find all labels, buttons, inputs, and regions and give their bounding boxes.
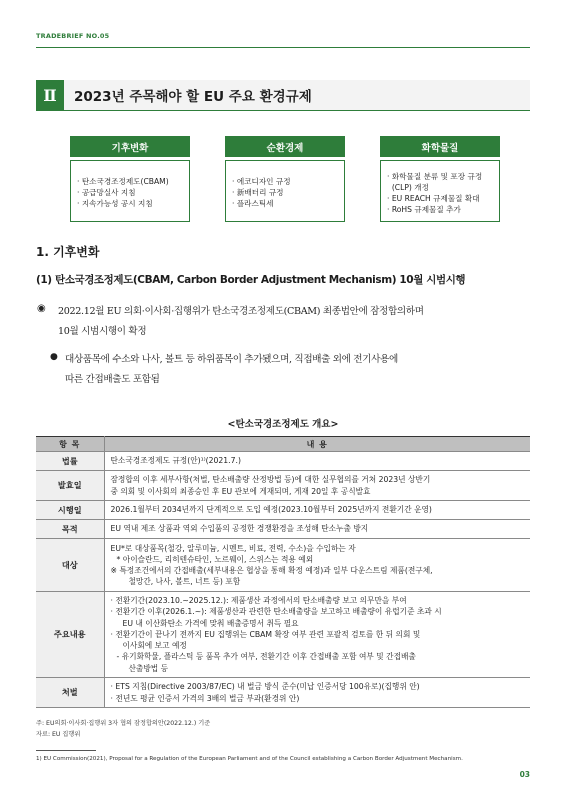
heading-level-2: (1) 탄소국경조정제도(CBAM, Carbon Border Adjustment Mechanism) 10월 시범시행 (36, 274, 466, 286)
content-line: · ETS 지침(Directive 2003/87/EC) 내 벌금 방식 준수(미납 인증서당 100유로)(집행위 안) (110, 682, 420, 692)
footnote: 1) EU Commission(2021), Proposal for a Regulation of the European Parliament and of the Council establishing a Carbon Border Adjustment Mechanism. (36, 756, 463, 762)
paragraph-scope-expansion (65, 350, 530, 390)
category-item: · 공급망실사 지침 (77, 188, 136, 197)
page-number: 03 (519, 770, 530, 779)
row-content (104, 501, 530, 520)
category-item: · EU REACH 규제물질 확대 (387, 193, 480, 203)
row-item: 주요내용 (36, 592, 104, 678)
table-row (36, 452, 530, 471)
content-line: 잠정합의 이후 세부사항(처벌, 탄소배출량 산정방법 등)에 대한 실무협의를 거쳐 2023년 상반기 (110, 475, 431, 485)
section-header (36, 80, 530, 111)
category-title: 기후변화 (70, 136, 190, 157)
section-number: Ⅱ (36, 80, 64, 110)
table-title: <탄소국경조정제도 개요> (227, 419, 339, 430)
row-item: 처벌 (36, 678, 104, 708)
row-item: 시행일 (36, 501, 104, 520)
table-source: 자료: EU 집행위 (36, 731, 81, 738)
category-item: (CLP) 개정 (387, 182, 429, 192)
row-item: 대상 (36, 539, 104, 592)
category-item: · 에코디자인 규정 (232, 177, 291, 186)
header-divider (36, 47, 530, 48)
content-line: 산출방법 등 (128, 663, 169, 673)
table-row (36, 592, 530, 678)
column-header-content: 내 용 (104, 437, 530, 452)
circle-bullet-icon: ◉ (37, 303, 46, 314)
content-line: · 전환기간 이후(2026.1.~): 제품생산과 관련한 탄소배출량을 보고하고 배출량이 유럽기준 초과 시 (110, 607, 442, 617)
table-row (36, 678, 530, 708)
content-line: ※ 특정조건에서의 간접배출(세부내용은 협상을 통해 확정 예정)과 일부 다운스트림 제품(전구체, (110, 566, 433, 575)
paragraph-line: 대상품목에 수소와 나사, 볼트 등 하위품목이 추가됐으며, 직접배출 외에 전기사용에 (65, 354, 398, 365)
category-item: · RoHS 규제물질 추가 (387, 204, 461, 214)
category-box-climate (70, 136, 190, 222)
row-item: 목적 (36, 520, 104, 539)
category-boxes (70, 136, 500, 222)
footnote-divider (36, 750, 96, 751)
category-title: 순환경제 (225, 136, 345, 157)
row-content (104, 678, 530, 708)
paragraph-line: 10월 시범시행이 확정 (58, 326, 147, 337)
category-list (70, 160, 190, 222)
table-header-row (36, 437, 530, 452)
row-content (104, 520, 530, 539)
table-note: 주: EU의회·이사회·집행위 3자 협의 잠정합의안(2022.12.) 기준 (36, 720, 211, 727)
category-item: · 플라스틱세 (232, 199, 274, 208)
content-line: * 아이슬란드, 리히텐슈타인, 노르웨이, 스위스는 적용 예외 (116, 554, 314, 564)
paragraph-cbam-agreement (58, 302, 530, 342)
category-box-chemical (380, 136, 500, 222)
dot-bullet-icon: ● (50, 352, 58, 362)
paragraph-line: 따른 간접배출도 포함됨 (65, 374, 160, 385)
content-line: EU 내 이산화탄소 가격에 맞춰 배출증명서 취득 필요 (122, 618, 299, 628)
content-line: · 전환기간(2023.10.~2025.12.): 제품생산 과정에서의 탄소배출량 보고 의무만을 부여 (110, 596, 407, 606)
content-line: 탄소국경조정제도 규정(안)¹⁾(2021.7.) (110, 456, 241, 466)
content-line: 이사회에 보고 예정 (122, 641, 187, 651)
row-item: 발효일 (36, 471, 104, 501)
content-line: 2026.1월부터 2034년까지 단계적으로 도입 예정(2023.10월부터 2025년까지 전환기간 운영) (110, 505, 432, 515)
column-header-item: 항 목 (36, 437, 104, 452)
table-row (36, 501, 530, 520)
category-item: · 화학물질 분류 및 포장 규정 (387, 171, 483, 181)
table-row (36, 539, 530, 592)
section-title: 2023년 주목해야 할 EU 주요 환경규제 (74, 89, 312, 105)
row-content (104, 539, 530, 592)
category-list (225, 160, 345, 222)
content-line: - 유기화학물, 플라스틱 등 품목 추가 여부, 전환기간 이후 간접배출 포함 여부 및 간접배출 (116, 652, 416, 662)
table-row (36, 520, 530, 539)
row-item: 법률 (36, 452, 104, 471)
table-row (36, 471, 530, 501)
content-line: · 전년도 평균 인증서 가격의 3배의 벌금 부과(환경위 안) (110, 693, 300, 703)
content-line: EU*로 대상품목(철강, 알루미늄, 시멘트, 비료, 전력, 수소)을 수입하는 자 (110, 543, 356, 553)
paragraph-line: 2022.12월 EU 의회·이사회·집행위가 탄소국경조정제도(CBAM) 최종법안에 잠정합의하며 (58, 306, 424, 317)
heading-level-1: 1. 기후변화 (36, 245, 100, 259)
content-line: · 전환기간이 끝나기 전까지 EU 집행위는 CBAM 확장 여부 관련 포괄적 검토를 한 뒤 의회 및 (110, 629, 421, 639)
category-title: 화학물질 (380, 136, 500, 157)
row-content (104, 471, 530, 501)
publication-tag: TRADEBRIEF NO.05 (36, 32, 110, 40)
category-list (380, 160, 500, 222)
content-line: 철망간, 나사, 볼트, 너트 등) 포함 (128, 577, 241, 587)
category-item: · 지속가능성 공시 지침 (77, 199, 153, 208)
row-content (104, 452, 530, 471)
row-content (104, 592, 530, 678)
content-line: EU 역내 제조 상품과 역외 수입품의 공정한 경쟁환경을 조성해 탄소누출 방지 (110, 524, 369, 534)
content-line: 중 의회 및 이사회의 최종승인 후 EU 관보에 게재되며, 게재 20일 후 공식발효 (110, 486, 371, 496)
category-box-circular (225, 136, 345, 222)
category-item: · 탄소국경조정제도(CBAM) (77, 177, 169, 186)
cbam-overview-table (36, 436, 530, 708)
category-item: · 新배터리 규정 (232, 188, 284, 197)
